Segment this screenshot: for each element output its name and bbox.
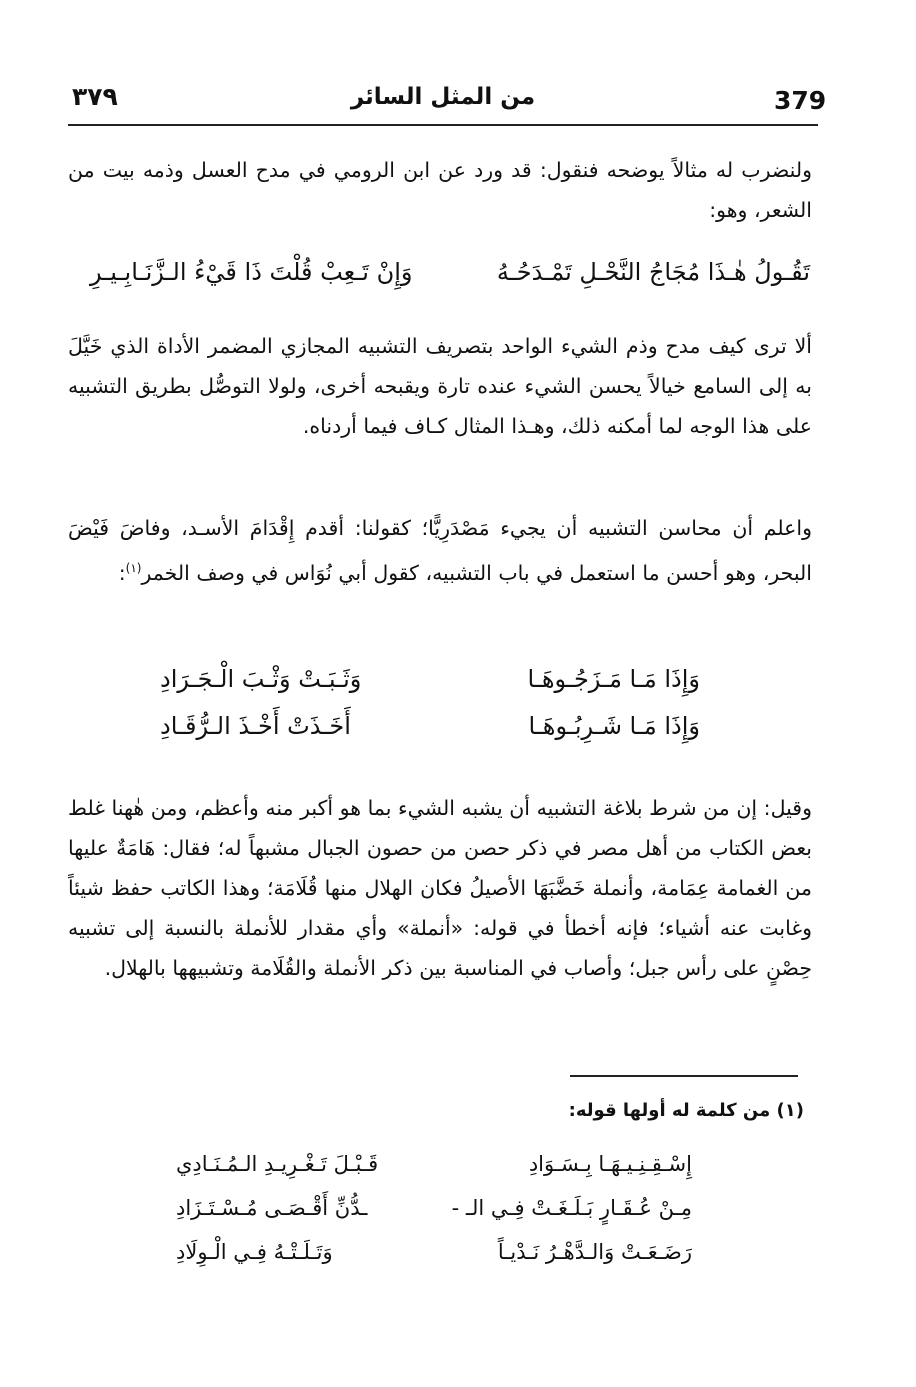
page-number-arabic: ٣٧٩ bbox=[72, 82, 118, 111]
paragraph-3-text: واعلم أن محاسن التشبيه أن يجيء مَصْدَرِيًّا؛ كقولنا: أقدم إِقْدَامَ الأسـد، وفاضَ فَيْضَ البحر، وهو أحسن ما استعمل في باب التشبيه، كقول أبي نُوَاس في وصف الخمر bbox=[68, 516, 812, 585]
footnote-verse-1-second: قَـبْـلَ تَـغْـرِيـدِ الـمُـنَـادِي bbox=[176, 1152, 379, 1176]
verse-1-first-hemistich: تَقُـولُ هٰـذَا مُجَاجُ النَّحْـلِ تَمْـدَحُـهُ bbox=[496, 258, 810, 286]
footnote-intro: (١) من كلمة له أولها قوله: bbox=[568, 1100, 804, 1121]
footnote-verse-2 bbox=[176, 1196, 692, 1230]
footnote-verse-1 bbox=[176, 1152, 692, 1186]
running-title: من المثل السائر bbox=[350, 84, 536, 110]
verse-2-line-2-first: وَإِذَا مَـا شَـرِبُـوهَـا bbox=[528, 712, 700, 740]
verse-2-line-1-first: وَإِذَا مَـا مَـزَجُـوهَـا bbox=[527, 665, 700, 693]
page-header bbox=[68, 80, 827, 124]
paragraph-1: ولنضرب له مثالاً يوضحه فنقول: قد ورد عن ابن الرومي في مدح العسل وذمه بيت من الشعر، وهو: bbox=[68, 158, 812, 222]
verse-1 bbox=[80, 258, 810, 298]
footnote-verse-3 bbox=[176, 1240, 692, 1274]
footnote-verse-3-first: رَضَـعَـتْ وَالـدَّهْـرُ نَـدْيـاً bbox=[497, 1240, 692, 1264]
footnote-verse-1-first: إِسْـقِـنِـيـهَـا بِـسَـوَادِ bbox=[528, 1152, 692, 1176]
verse-2-line-1 bbox=[160, 665, 700, 705]
header-rule bbox=[68, 124, 818, 126]
footnote-verse-2-first: مِـنْ عُـقَـارٍ بَـلَـغَـتْ فِـي الـ - bbox=[451, 1196, 692, 1220]
footnote-verse-3-second: وَتَـلَـتْـهُ فِـي الْـوِلَادِ bbox=[176, 1240, 333, 1264]
paragraph-3 bbox=[68, 508, 812, 593]
footnote-ref: (١) bbox=[125, 561, 142, 575]
footnote-rule bbox=[570, 1075, 798, 1077]
paragraph-4: وقيل: إن من شرط بلاغة التشبيه أن يشبه الشيء بما هو أكبر منه وأعظم، ومن هٰهنا غلط بعض الكتاب من أهل مصر في ذكر حصن من حصون الجبال مشبهاً له؛ فقال: هَامَةٌ عليها من الغمامة عِمَامة، وأنملة خَضَّبَهَا الأصيلُ فكان الهلال منها قُلَامَة؛ وهذا الكاتب حفظ شيئاً وغابت عنه أشياء؛ فإنه أخطأ في قوله: «أنملة» وأي مقدار للأنملة بالنسبة إلى تشبيه حِصْنٍ على رأس جبل؛ وأصاب في المناسبة بين ذكر الأنملة والقُلَامة وتشبيهها بالهلال. bbox=[68, 796, 812, 980]
verse-1-second-hemistich: وَإِنْ تَـعِبْ قُلْتَ ذَا قَيْءُ الـزَّنَـابِـيـرِ bbox=[90, 258, 413, 286]
paragraph-3-end: : bbox=[118, 560, 126, 585]
verse-2-line-2 bbox=[160, 712, 700, 752]
page-number-latin: 379 bbox=[774, 86, 827, 115]
footnote-verse-2-second: ـدُّنِّ أَقْـصَـى مُـسْـتَـزَادِ bbox=[176, 1196, 368, 1220]
paragraph-2: ألا ترى كيف مدح وذم الشيء الواحد بتصريف التشبيه المجازي المضمر الأداة الذي خَيَّلَ به إلى السامع خيالاً يحسن الشيء عنده تارة ويقبحه أخرى، ولولا التوصُّل بطريق التشبيه على هذا الوجه لما أمكنه ذلك، وهـذا المثال كـاف فيما أردناه. bbox=[68, 334, 812, 438]
verse-2-line-1-second: وَثَـبَـتْ وَثْـبَ الْـجَـرَادِ bbox=[160, 665, 362, 693]
verse-2-line-2-second: أَخَـذَتْ أَخْـذَ الـرُّقَـادِ bbox=[160, 712, 351, 740]
